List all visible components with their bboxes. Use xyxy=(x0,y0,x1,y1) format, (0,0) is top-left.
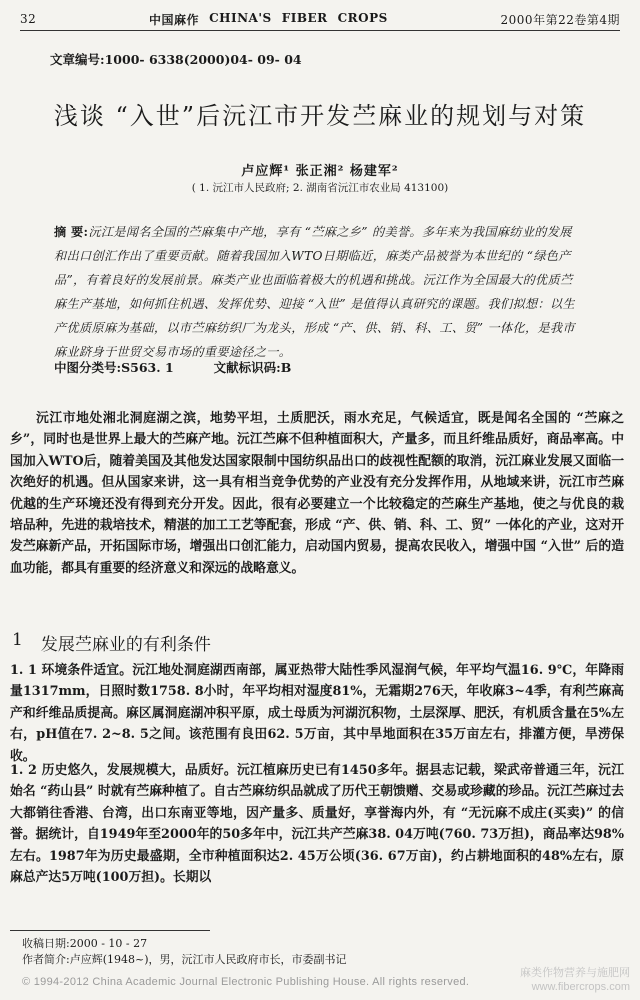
footnote xyxy=(22,936,347,968)
running-header xyxy=(20,8,620,30)
paragraph-1-2: 1. 2 历史悠久，发展规模大，品质好。沅江植麻历史已有1450多年。据县志记载，梁武帝普通三年，沅江始名 “药山县” 时就有苎麻种植了。自古苎麻纺织品就成了历代王朝馈赠、交易或珍藏的珍品。沅江苎麻过去大都销往香港、台湾，出口东南亚等地，因产量多、质量好，享誉海内外，有 “无沅麻不成庄(买卖)” 的信誉。据统计，自1949年至2000年的50多年中，沅江共产苎麻38. 04万吨(760. 73万担)，商品率达98%左右。1987年为历史最盛期，全市种植面积达2. 45万公顷(36. 67万亩)，约占耕地面积的48%左右，原麻总产达5万吨(100万担)。长期以 xyxy=(10,763,624,886)
header-rule xyxy=(20,30,620,31)
section-heading xyxy=(12,630,211,655)
abstract-text: 沅江是闻名全国的苎麻集中产地，享有 “苎麻之乡” 的美誉。多年来为我国麻纺业的发展和出口创汇作出了重要贡献。随着我国加入WTO日期临近，麻类产品被誉为本世纪的 “绿色产品”，有着良好的发展前景。麻类产业也面临着极大的机遇和挑战。沅江作为全国最大的优质苎麻生产基地，如何抓住机遇、发挥优势、迎接 “入世” 是值得认真研究的课题。我们拟想：以生产优质原麻为基础，以市苎麻纺织厂为龙头，形成 “产、供、销、科、工、贸” 一体化，是我市麻业跻身于世贸交易市场的重要途径之一。 xyxy=(54,225,575,359)
intro-paragraph: 沅江市地处湘北洞庭湖之滨，地势平坦，土质肥沃，雨水充足，气候适宜，既是闻名全国的 “苎麻之乡”，同时也是世界上最大的苎麻产地。沅江苎麻不但种植面积大，产量多，而且纤维品质好，商品率高。中国加入WTO后，随着美国及其他发达国家限制中国纺织品出口的歧视性配额的取消，沅江麻业发展又面临一次绝好的机遇。但从国家来讲，这一具有相当竞争优势的产业没有充分发挥作用，从地域来讲，沅江市苎麻优越的生产环境还没有得到充分开发。因此，很有必要建立一个比较稳定的苎麻生产基地，使之与优良的栽培品种，先进的栽培技术，精湛的加工工艺等配套，形成 “产、供、销、科、工、贸” 一体化的产业，这对开发苎麻新产品，开拓国际市场，增强出口创汇能力，启动国内贸易，提高农民收入，增强中国 “入世” 后的造血功能，都具有重要的经济意义和深远的战略意义。 xyxy=(10,411,624,576)
journal-name-en-3: CROPS xyxy=(337,10,388,25)
page-number: 32 xyxy=(20,12,37,26)
journal-name xyxy=(149,11,388,28)
affiliation: ( 1. 沅江市人民政府; 2. 湖南省沅江市农业局 413100) xyxy=(191,182,449,194)
article-number: 文章编号:1000- 6338(2000)04- 09- 04 xyxy=(50,52,302,67)
journal-name-en-1: CHINA'S xyxy=(209,10,272,25)
copyright-notice: © 1994-2012 China Academic Journal Electronic Publishing House. All rights reserved. xyxy=(22,976,470,988)
paragraph-1-1: 1. 1 环境条件适宜。沅江地处洞庭湖西南部，属亚热带大陆性季风湿润气候，年平均气温16. 9℃，年降雨量1317mm，日照时数1758. 8小时，年平均相对湿度81%，无霜期276天，年收麻3~4季，有利苎麻高产和纤维品质提高。麻区属洞庭湖冲积平原，成土母质为河湖沉积物，土层深厚、肥沃，有机质含量在5%左右，pH值在7. 2~8. 5之间。该范围有良田62. 5万亩，其中旱地面积在35万亩左右，排灌方便，旱涝保收。 xyxy=(10,663,624,764)
issue-info: 2000年第22卷第4期 xyxy=(500,12,620,27)
author-bio: 作者简介:卢应辉(1948~)，男，沅江市人民政府市长，市委副书记 xyxy=(22,953,347,966)
section-title: 发展苎麻业的有利条件 xyxy=(40,635,211,655)
received-date: 收稿日期:2000 - 10 - 27 xyxy=(22,937,148,950)
classification-number: 中图分类号:S563. 1 xyxy=(54,360,174,375)
section-number: 1 xyxy=(12,630,23,650)
journal-name-en-2: FIBER xyxy=(281,10,328,25)
watermark-line-2: www.fibercrops.com xyxy=(531,981,630,993)
authors: 卢应辉¹ 张正湘² 杨建军² xyxy=(241,164,399,179)
watermark-line-1: 麻类作物营养与施肥网 xyxy=(520,967,630,979)
abstract-label: 摘 要: xyxy=(54,225,89,239)
watermark xyxy=(520,966,630,994)
footnote-rule xyxy=(10,930,210,931)
document-code: 文献标识码:B xyxy=(213,360,292,375)
journal-name-cn: 中国麻作 xyxy=(149,12,200,27)
article-title: 浅谈 “入世”后沅江市开发苎麻业的规划与对策 xyxy=(53,102,587,130)
abstract xyxy=(54,220,580,364)
classification-line xyxy=(54,358,291,376)
